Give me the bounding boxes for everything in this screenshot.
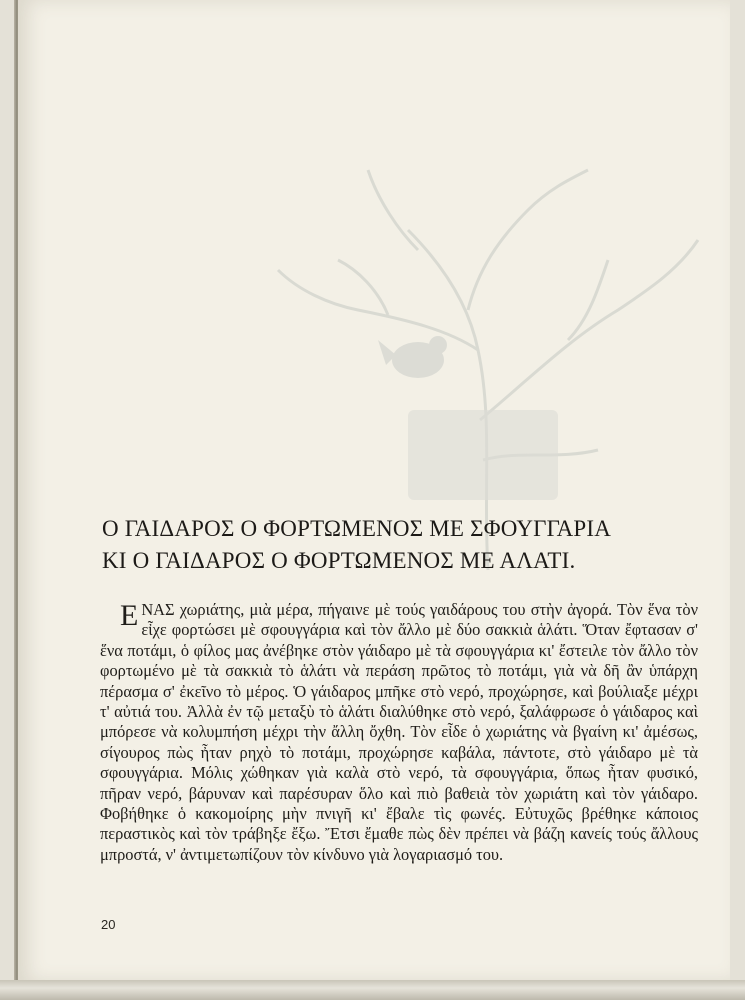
title-line-1: Ο ΓΑΙΔΑΡΟΣ Ο ΦΟΡΤΩΜΕΝΟΣ ΜΕ ΣΦΟΥΓΓΑΡΙΑ bbox=[102, 516, 612, 541]
title-line-2: ΚΙ Ο ΓΑΙΔΑΡΟΣ Ο ΦΟΡΤΩΜΕΝΟΣ ΜΕ ΑΛΑΤΙ. bbox=[102, 548, 576, 573]
page-number: 20 bbox=[101, 917, 116, 932]
story-paragraph bbox=[100, 600, 698, 865]
drop-cap: Ε bbox=[120, 599, 139, 632]
book-page bbox=[18, 0, 730, 982]
story-text: ΝΑΣ χωριάτης, μιὰ μέρα, πήγαινε μὲ τούς γαιδάρους του στὴν ἀγορά. Τὸν ἕνα τὸν εἶχε φορτώσει μὲ σφουγγάρια καὶ τὸν ἄλλο μὲ δύο σακκιὰ ἁλάτι. Ὅταν ἔφτασαν σ' ἕνα ποτάμι, ὁ φίλος μας ἀνέβηκε στὸν γάιδαρο μὲ τὰ σφουγγάρια κι' ἔστειλε τὸν ἄλλο τὸν φορτωμένο μὲ τὰ σακκιὰ τὸ ἁλάτι νὰ περάση πρῶτος τὸ ποτάμι, γιὰ νὰ δῆ ἂν ὑπάρχη πέρασμα σ' ἐκεῖνο τὸ μέρος. Ὁ γάιδαρος μπῆκε στὸ νερό, προχώρησε, καὶ βούλιαξε μέχρι τ' αὐτιά του. Ἀλλὰ ἐν τῷ μεταξὺ τὸ ἁλάτι διαλύθηκε στὸ νερό, ξαλάφρωσε ὁ γάιδαρος καὶ μπόρεσε νὰ κολυμπήση μέχρι τὴν ἄλλη ὄχθη. Τὸν εἶδε ὁ χωριάτης νὰ βγαίνη κι' ἀμέσως, σίγουρος πὼς ἦταν ρηχὸ τὸ ποτάμι, προχώρησε καβάλα, πάντοτε, στὸ γάιδαρο μὲ τὰ σφουγγάρια. Μόλις χώθηκαν γιὰ καλὰ στὸ νερό, τὰ σφουγγάρια, ὅπως ἦταν φυσικό, πῆραν νερό, βάρυναν καὶ παρέσυραν ὅλο καὶ πιὸ βαθειὰ τὸν χωριάτη καὶ τὸν γάιδαρο. Φοβήθηκε ὁ κακομοίρης μὴν πνιγῆ κι' ἔβαλε τὶς φωνές. Εὐτυχῶς βρέθηκε κάποιος περαστικὸς καὶ τὸν τράβηξε ἔξω. Ἔτσι ἔμαθε πὼς δὲν πρέπει νὰ βάζη κανείς τούς ἄλλους μπροστά, ν' ἀντιμετωπίζουν τὸν κίνδυνο γιὰ λογαριασμό του. bbox=[100, 600, 698, 864]
page-bottom-edge bbox=[0, 980, 745, 1000]
story-title bbox=[102, 513, 722, 577]
